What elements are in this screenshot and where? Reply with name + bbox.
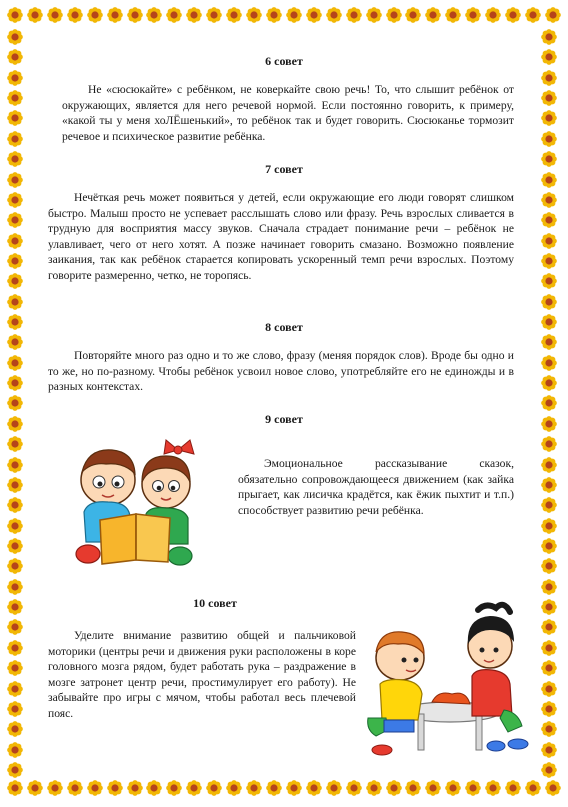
flower-icon <box>544 779 562 797</box>
flower-icon <box>6 741 24 759</box>
flower-icon <box>205 779 223 797</box>
flower-icon <box>46 6 64 24</box>
flower-icon <box>6 779 24 797</box>
flower-icon <box>444 779 462 797</box>
flower-icon <box>540 69 558 87</box>
flower-icon <box>540 517 558 535</box>
flower-icon <box>6 89 24 107</box>
flower-icon <box>540 456 558 474</box>
flower-icon <box>385 6 403 24</box>
flower-icon <box>484 779 502 797</box>
flower-icon <box>6 435 24 453</box>
flower-border-left <box>6 28 28 779</box>
flower-icon <box>540 89 558 107</box>
flower-icon <box>6 496 24 514</box>
tip-7-heading: 7 совет <box>265 162 303 176</box>
flower-icon <box>6 130 24 148</box>
flower-icon <box>540 741 558 759</box>
flower-icon <box>225 779 243 797</box>
flower-icon <box>6 232 24 250</box>
flower-icon <box>6 598 24 616</box>
reading-kids-icon <box>66 432 206 572</box>
flower-icon <box>6 211 24 229</box>
flower-icon <box>6 109 24 127</box>
flower-icon <box>6 537 24 555</box>
flower-border-top <box>6 6 562 28</box>
flower-icon <box>6 354 24 372</box>
flower-icon <box>6 720 24 738</box>
flower-icon <box>365 6 383 24</box>
flower-icon <box>385 779 403 797</box>
flower-icon <box>540 537 558 555</box>
flower-icon <box>145 6 163 24</box>
flower-icon <box>540 333 558 351</box>
flower-icon <box>524 779 542 797</box>
flower-icon <box>305 6 323 24</box>
flower-icon <box>504 779 522 797</box>
flower-icon <box>66 779 84 797</box>
flower-icon <box>544 6 562 24</box>
flower-icon <box>145 779 163 797</box>
tip-6-heading: 6 совет <box>265 54 303 68</box>
flower-icon <box>540 435 558 453</box>
flower-icon <box>540 211 558 229</box>
flower-icon <box>484 6 502 24</box>
flower-icon <box>540 720 558 738</box>
flower-icon <box>540 354 558 372</box>
tip-6-text: Не «сюсюкайте» с ребёнком, не коверкайте свою речь! То, что слышит ребёнок от окружающих, является для него речевой нормой. Если постоянно говорить, к примеру, «какой ты у меня хоЛЁшенький», то ребёнок так и будет говорить. Сюсюканье тормозит речевое и психическое развитие ребёнка. <box>62 83 514 143</box>
flower-icon <box>6 557 24 575</box>
flower-icon <box>245 779 263 797</box>
flower-icon <box>404 779 422 797</box>
flower-icon <box>540 496 558 514</box>
flower-icon <box>365 779 383 797</box>
flower-icon <box>6 252 24 270</box>
flower-icon <box>524 6 542 24</box>
flower-icon <box>540 680 558 698</box>
flower-icon <box>464 779 482 797</box>
flower-icon <box>540 761 558 779</box>
flower-icon <box>6 394 24 412</box>
flower-icon <box>185 779 203 797</box>
flower-icon <box>540 130 558 148</box>
flower-icon <box>6 680 24 698</box>
flower-icon <box>540 578 558 596</box>
flower-icon <box>6 659 24 677</box>
flower-icon <box>540 598 558 616</box>
flower-icon <box>540 618 558 636</box>
tip-8-heading: 8 совет <box>265 320 303 334</box>
flower-icon <box>6 333 24 351</box>
flower-icon <box>540 252 558 270</box>
tip-8-text: Повторяйте много раз одно и то же слово, фразу (меняя порядок слов). Вроде бы одно и то же, но по-разному. Чтобы ребёнок усвоил новое слово, употребляйте его не единожды и в разных контекстах. <box>48 349 514 393</box>
tip-10-text: Уделите внимание развитию общей и пальчиковой моторики (центры речи и движения руки расположены в коре головного мозга рядом, будет работать рука – раздражение в мозге затронет центр речи, простимулирует его работу). Не забывайте про игры с мячом, чтобы работал весь плечевой пояс. <box>48 629 356 720</box>
flower-icon <box>6 618 24 636</box>
flower-icon <box>325 779 343 797</box>
flower-icon <box>205 6 223 24</box>
flower-icon <box>165 6 183 24</box>
flower-icon <box>6 578 24 596</box>
reading-kids-illustration <box>66 432 206 572</box>
flower-icon <box>464 6 482 24</box>
flower-icon <box>540 557 558 575</box>
tip-9-text: Эмоциональное рассказывание сказок, обязательно сопровождающееся движением (как зайка прыгает, как лисичка крадётся, как ёжик пыхтит и т.п.) способствует развитию речи ребёнка. <box>238 457 514 517</box>
flower-icon <box>185 6 203 24</box>
flower-icon <box>540 191 558 209</box>
flower-icon <box>540 659 558 677</box>
flower-icon <box>444 6 462 24</box>
flower-icon <box>6 456 24 474</box>
playing-kids-icon <box>358 600 534 760</box>
flower-icon <box>245 6 263 24</box>
flower-icon <box>540 109 558 127</box>
flower-icon <box>6 191 24 209</box>
flower-icon <box>540 293 558 311</box>
flower-icon <box>6 69 24 87</box>
playing-kids-illustration <box>358 600 534 760</box>
flower-icon <box>540 374 558 392</box>
flower-icon <box>106 779 124 797</box>
flower-icon <box>66 6 84 24</box>
flower-icon <box>126 779 144 797</box>
flower-icon <box>6 272 24 290</box>
flower-icon <box>26 779 44 797</box>
flower-icon <box>540 394 558 412</box>
flower-icon <box>6 374 24 392</box>
flower-icon <box>46 779 64 797</box>
flower-icon <box>285 779 303 797</box>
flower-icon <box>106 6 124 24</box>
flower-icon <box>265 779 283 797</box>
flower-border-bottom <box>6 779 562 801</box>
flower-icon <box>540 272 558 290</box>
flower-icon <box>285 6 303 24</box>
flower-icon <box>540 700 558 718</box>
tip-7-text: Нечёткая речь может появиться у детей, если окружающие его люди говорят слишком быстро. Малыш просто не успевает расслышать слово или фразу. Речь взрослых сливается в трудную для восприятия массу звуков. Сначала страдает понимание речи – ребёнок не улавливает, чего от него хотят. А позже начинает говорить смазано. Возможно появление заикания, так как ребёнок старается копировать ускоренный темп речи взрослых. Поэтому говорите размеренно, четко, не торопясь. <box>48 191 514 282</box>
flower-icon <box>6 517 24 535</box>
flower-icon <box>540 232 558 250</box>
flower-icon <box>540 639 558 657</box>
flower-icon <box>6 28 24 46</box>
flower-icon <box>424 779 442 797</box>
flower-border-right <box>540 28 562 779</box>
flower-icon <box>6 6 24 24</box>
flower-icon <box>504 6 522 24</box>
flower-icon <box>424 6 442 24</box>
flower-icon <box>540 476 558 494</box>
flower-icon <box>345 779 363 797</box>
flower-icon <box>6 639 24 657</box>
flower-icon <box>225 6 243 24</box>
flower-icon <box>305 779 323 797</box>
flower-icon <box>126 6 144 24</box>
flower-icon <box>6 293 24 311</box>
flower-icon <box>325 6 343 24</box>
flower-icon <box>6 761 24 779</box>
flower-icon <box>86 779 104 797</box>
flower-icon <box>6 476 24 494</box>
tip-9-heading: 9 совет <box>265 412 303 426</box>
flower-icon <box>404 6 422 24</box>
tip-10-heading: 10 совет <box>193 596 237 610</box>
flower-icon <box>6 700 24 718</box>
flower-icon <box>86 6 104 24</box>
flower-icon <box>540 28 558 46</box>
flower-icon <box>26 6 44 24</box>
flower-icon <box>345 6 363 24</box>
flower-icon <box>165 779 183 797</box>
flower-icon <box>265 6 283 24</box>
